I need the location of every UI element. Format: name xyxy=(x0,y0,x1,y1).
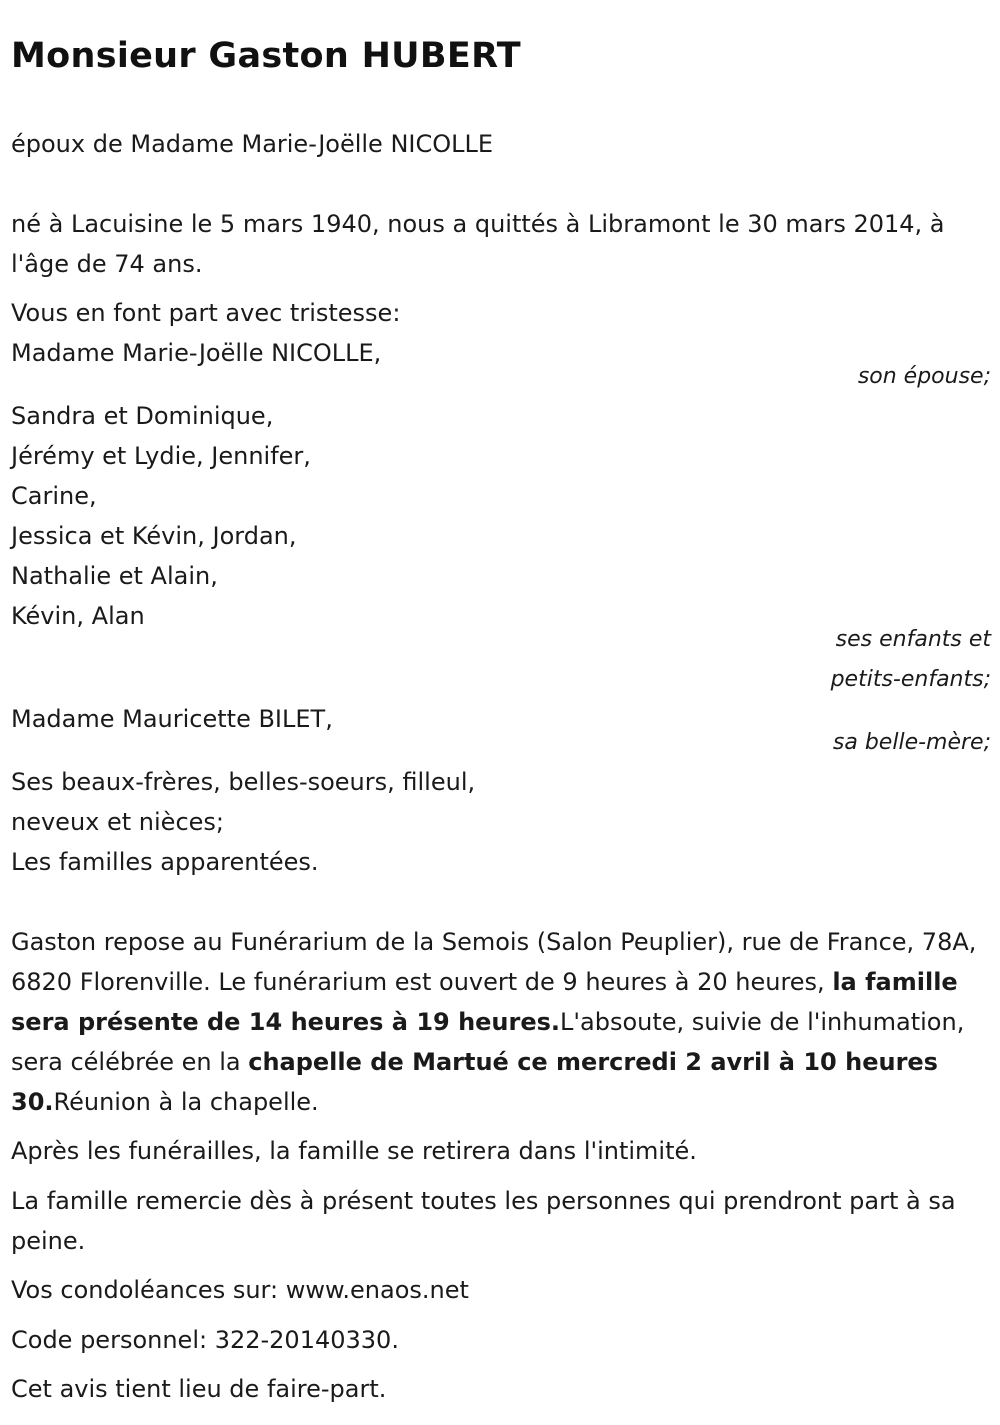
family-role xyxy=(831,620,991,700)
family-role: son épouse; xyxy=(857,364,991,389)
spouse-line: époux de Madame Marie-Joëlle NICOLLE xyxy=(11,130,494,158)
other-relatives-block xyxy=(11,762,475,882)
family-role-line: ses enfants et xyxy=(835,627,991,652)
children-names-block xyxy=(11,396,311,636)
thanks-text: La famille remercie dès à présent toutes les personnes qui prendront part à sa peine. xyxy=(11,1187,956,1255)
funeral-bold-text: la famille sera présente de 14 heures à 19 heures. xyxy=(11,968,958,1036)
family-name-line: Ses beaux-frères, belles-soeurs, filleul, xyxy=(11,768,476,796)
family-name-line: Carine, xyxy=(11,482,97,510)
family-role-line: petits-enfants; xyxy=(830,667,991,692)
funeral-text: Réunion à la chapelle. xyxy=(53,1088,319,1116)
funeral-bold-text: chapelle de Martué ce mercredi 2 avril à 10 heures 30. xyxy=(11,1048,938,1116)
funeral-details xyxy=(11,922,986,1122)
family-name-line: Les familles apparentées. xyxy=(11,848,319,876)
family-name-line: Sandra et Dominique, xyxy=(11,402,274,430)
family-name-line: Jessica et Kévin, Jordan, xyxy=(11,522,297,550)
birth-death-text: né à Lacuisine le 5 mars 1940, nous a quittés à Libramont le 30 mars 2014, à l'âge de 74 ans. xyxy=(11,210,945,278)
condolences-text: Vos condoléances sur: www.enaos.net xyxy=(11,1276,469,1304)
after-funeral-text: Après les funérailles, la famille se retirera dans l'intimité. xyxy=(11,1137,697,1165)
family-role: sa belle-mère; xyxy=(832,730,991,755)
family-name-line: Madame Marie-Joëlle NICOLLE, xyxy=(11,339,382,367)
funeral-text: L'absoute, suivie de l'inhumation, sera célébrée en la xyxy=(11,1008,965,1076)
personal-code-text: Code personnel: 322-20140330. xyxy=(11,1326,399,1354)
deceased-name-title: Monsieur Gaston HUBERT xyxy=(11,36,521,76)
announcement-intro: Vous en font part avec tristesse: xyxy=(11,299,401,327)
family-name-line: Nathalie et Alain, xyxy=(11,562,218,590)
closing-text: Cet avis tient lieu de faire-part. xyxy=(11,1375,387,1403)
family-name-line: Madame Mauricette BILET, xyxy=(11,705,333,733)
family-name-line: Jérémy et Lydie, Jennifer, xyxy=(11,442,311,470)
family-name-line: neveux et nièces; xyxy=(11,808,224,836)
family-name-line: Kévin, Alan xyxy=(11,602,145,630)
funeral-text: Gaston repose au Funérarium de la Semois (Salon Peuplier), rue de France, 78A, 6820 Florenville. Le funérarium est ouvert de 9 heures à 20 heures, xyxy=(11,928,977,996)
